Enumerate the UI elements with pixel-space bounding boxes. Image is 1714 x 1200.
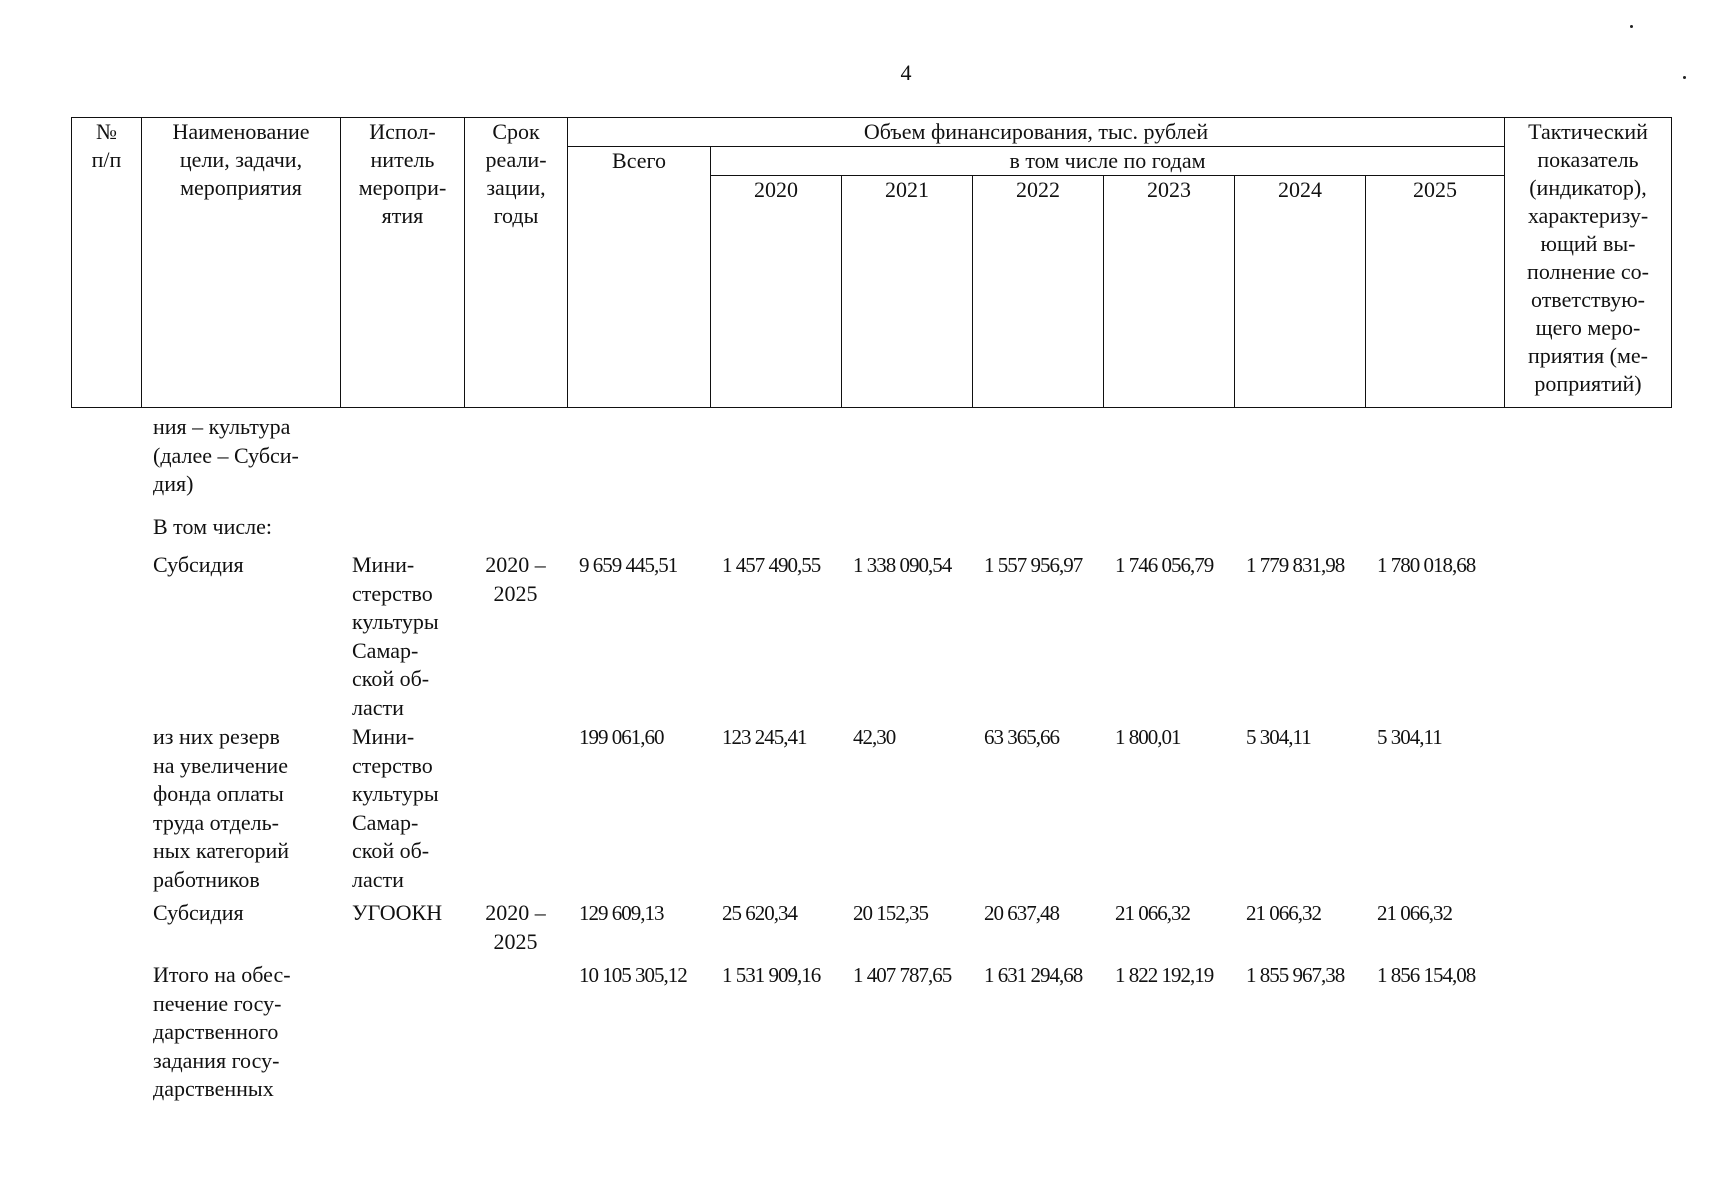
row-term: 2020 – 2025 — [485, 900, 546, 954]
row-executor: Мини- стерство культуры Самар- ской об- ласти — [352, 552, 439, 720]
row-value: 1 531 909,16 — [722, 963, 821, 987]
row-value: 1 800,01 — [1115, 725, 1181, 749]
row-value: 1 457 490,55 — [722, 553, 821, 577]
header-year-col: 2023 — [1104, 176, 1235, 408]
header-year-col: 2025 — [1366, 176, 1505, 408]
row-value: 123 245,41 — [722, 725, 807, 749]
scan-speck — [1683, 76, 1686, 79]
scan-speck — [1630, 25, 1633, 28]
row-value: 1 338 090,54 — [853, 553, 952, 577]
header-by-years-col: в том числе по годам — [711, 147, 1505, 176]
row-total: 9 659 445,51 — [579, 553, 678, 577]
table-row — [71, 413, 1671, 513]
row-value: 20 637,48 — [984, 901, 1059, 925]
table-row — [71, 551, 1671, 723]
table-header — [71, 117, 1672, 408]
header-funding-col: Объем финансирования, тыс. рублей — [568, 118, 1505, 147]
row-value: 21 066,32 — [1246, 901, 1321, 925]
row-value: 21 066,32 — [1377, 901, 1452, 925]
row-name: ния – культура (далее – Субси- дия) — [153, 414, 299, 496]
row-name: из них резерв на увеличение фонда оплаты труда отдель- ных категорий работников — [153, 724, 290, 892]
row-value: 1 822 192,19 — [1115, 963, 1214, 987]
row-executor: УГООКН — [352, 900, 443, 925]
row-value: 21 066,32 — [1115, 901, 1190, 925]
row-value: 1 631 294,68 — [984, 963, 1083, 987]
header-term-col: Срок реали- зации, годы — [465, 118, 568, 408]
row-value: 1 557 956,97 — [984, 553, 1083, 577]
header-indicator-col: Тактический показатель (индикатор), характеризу- ющий вы- полнение со- ответствую- щего меро- приятия (ме- роприятий) — [1505, 118, 1672, 408]
table-row — [71, 961, 1671, 1111]
row-total: 199 061,60 — [579, 725, 664, 749]
row-value: 63 365,66 — [984, 725, 1059, 749]
header-total-col: Всего — [568, 147, 711, 408]
row-executor: Мини- стерство культуры Самар- ской об- ласти — [352, 724, 439, 892]
row-value: 1 855 967,38 — [1246, 963, 1345, 987]
row-value: 1 407 787,65 — [853, 963, 952, 987]
row-value: 1 779 831,98 — [1246, 553, 1345, 577]
row-term — [464, 723, 567, 899]
header-executor-col: Испол- нитель меропри- ятия — [341, 118, 465, 408]
header-number-col: № п/п — [72, 118, 142, 408]
row-name: Субсидия — [153, 900, 244, 925]
header-year-col: 2021 — [842, 176, 973, 408]
row-value: 1 856 154,08 — [1377, 963, 1476, 987]
row-value: 20 152,35 — [853, 901, 928, 925]
header-year-col: 2024 — [1235, 176, 1366, 408]
row-total: 129 609,13 — [579, 901, 664, 925]
row-value: 1 780 018,68 — [1377, 553, 1476, 577]
row-value: 5 304,11 — [1377, 725, 1442, 749]
row-name: Итого на обес- печение госу- дарственного задания госу- дарственных — [153, 962, 291, 1101]
row-value: 1 746 056,79 — [1115, 553, 1214, 577]
row-name: Субсидия — [153, 552, 244, 577]
header-year-col: 2020 — [711, 176, 842, 408]
table-body — [71, 413, 1671, 1111]
header-year-col: 2022 — [973, 176, 1104, 408]
row-value: 42,30 — [853, 725, 896, 749]
row-value: 25 620,34 — [722, 901, 797, 925]
row-term: 2020 – 2025 — [485, 552, 546, 606]
page-number: 4 — [900, 60, 912, 85]
row-name: В том числе: — [153, 514, 272, 539]
row-value: 5 304,11 — [1246, 725, 1311, 749]
row-total: 10 105 305,12 — [579, 963, 687, 987]
table-row — [71, 899, 1671, 961]
table-row — [71, 723, 1671, 899]
table-row — [71, 513, 1671, 551]
header-name-col: Наименование цели, задачи, мероприятия — [142, 118, 341, 408]
